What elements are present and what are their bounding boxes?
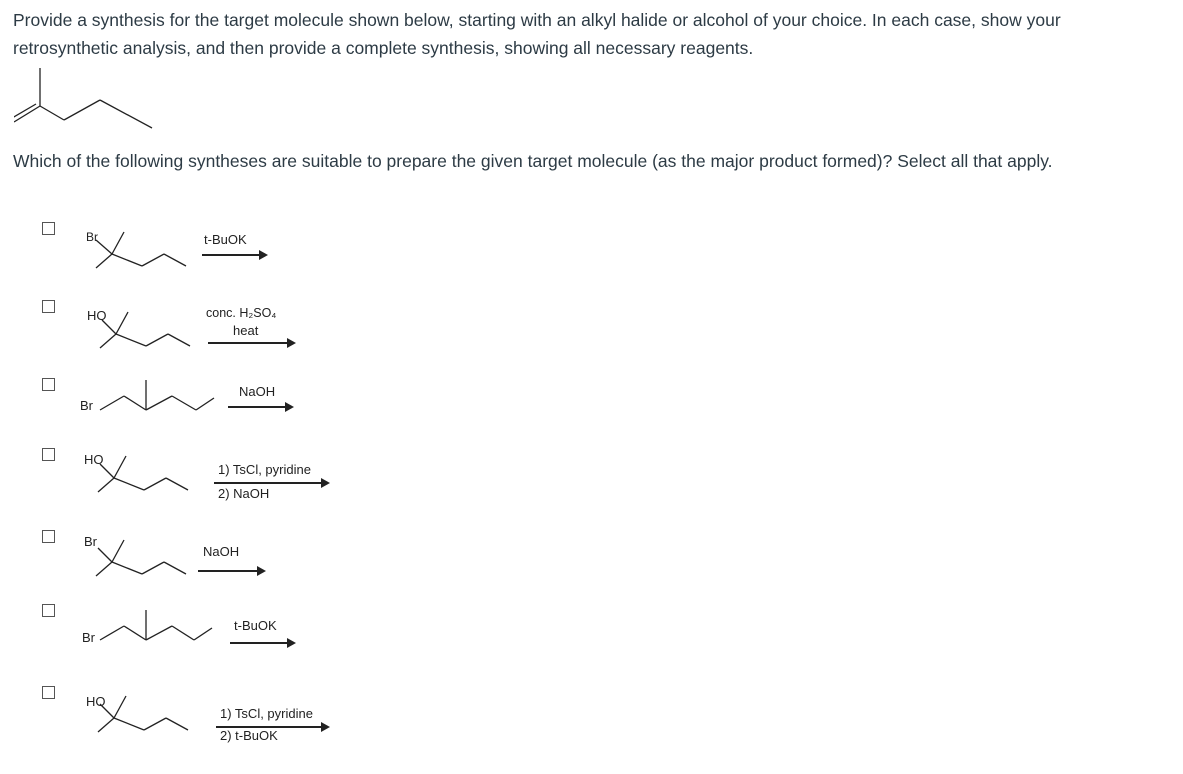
option-3-arrow [228,406,292,408]
option-7-reagent-line2: 2) t-BuOK [220,728,278,743]
option-3-substituent: Br [80,398,93,413]
option-5-molecule [0,528,200,588]
option-2 [0,296,400,366]
option-1-reagent: t-BuOK [204,232,247,247]
option-1 [0,220,400,290]
option-4-substituent: HO [84,452,104,467]
option-6-reagent: t-BuOK [234,618,277,633]
option-4 [0,446,400,516]
option-2-reagent-line2: heat [233,323,259,338]
option-4-reagent-line2: 2) NaOH [218,486,270,501]
option-2-substituent: HO [87,308,107,323]
option-6-molecule [0,602,220,662]
option-3-molecule [0,376,220,436]
option-6-substituent: Br [82,630,95,645]
option-6 [0,602,400,672]
option-6-arrow [230,642,294,644]
option-1-substituent: Br [86,230,98,244]
question-text: Provide a synthesis for the target molecule shown below, starting with an alkyl halide or alcohol of your choice. In each case, show your retrosynthetic analysis, and then provide a complete synthesis, showing all necessary reagents. [13,10,1061,58]
option-1-molecule [0,220,200,280]
option-7-reagent-line1: 1) TsCl, pyridine [220,706,313,721]
option-7 [0,684,400,754]
option-2-molecule [0,296,200,356]
option-3 [0,376,400,446]
option-7-molecule [0,684,200,744]
option-5-arrow [198,570,264,572]
option-4-arrow [214,482,328,484]
option-3-reagent: NaOH [239,384,276,399]
option-2-arrow [208,342,294,344]
question-prompt: Which of the following syntheses are suitable to prepare the given target molecule (as the major product formed)? Select all that apply. [13,151,1053,171]
option-5-reagent: NaOH [203,544,240,559]
target-molecule [14,66,164,136]
option-2-reagent-line1: conc. H₂SO₄ [206,306,277,320]
option-7-substituent: HO [86,694,106,709]
option-5 [0,528,400,598]
option-5-substituent: Br [84,534,97,549]
option-4-reagent-line1: 1) TsCl, pyridine [218,462,311,477]
option-1-arrow [202,254,266,256]
